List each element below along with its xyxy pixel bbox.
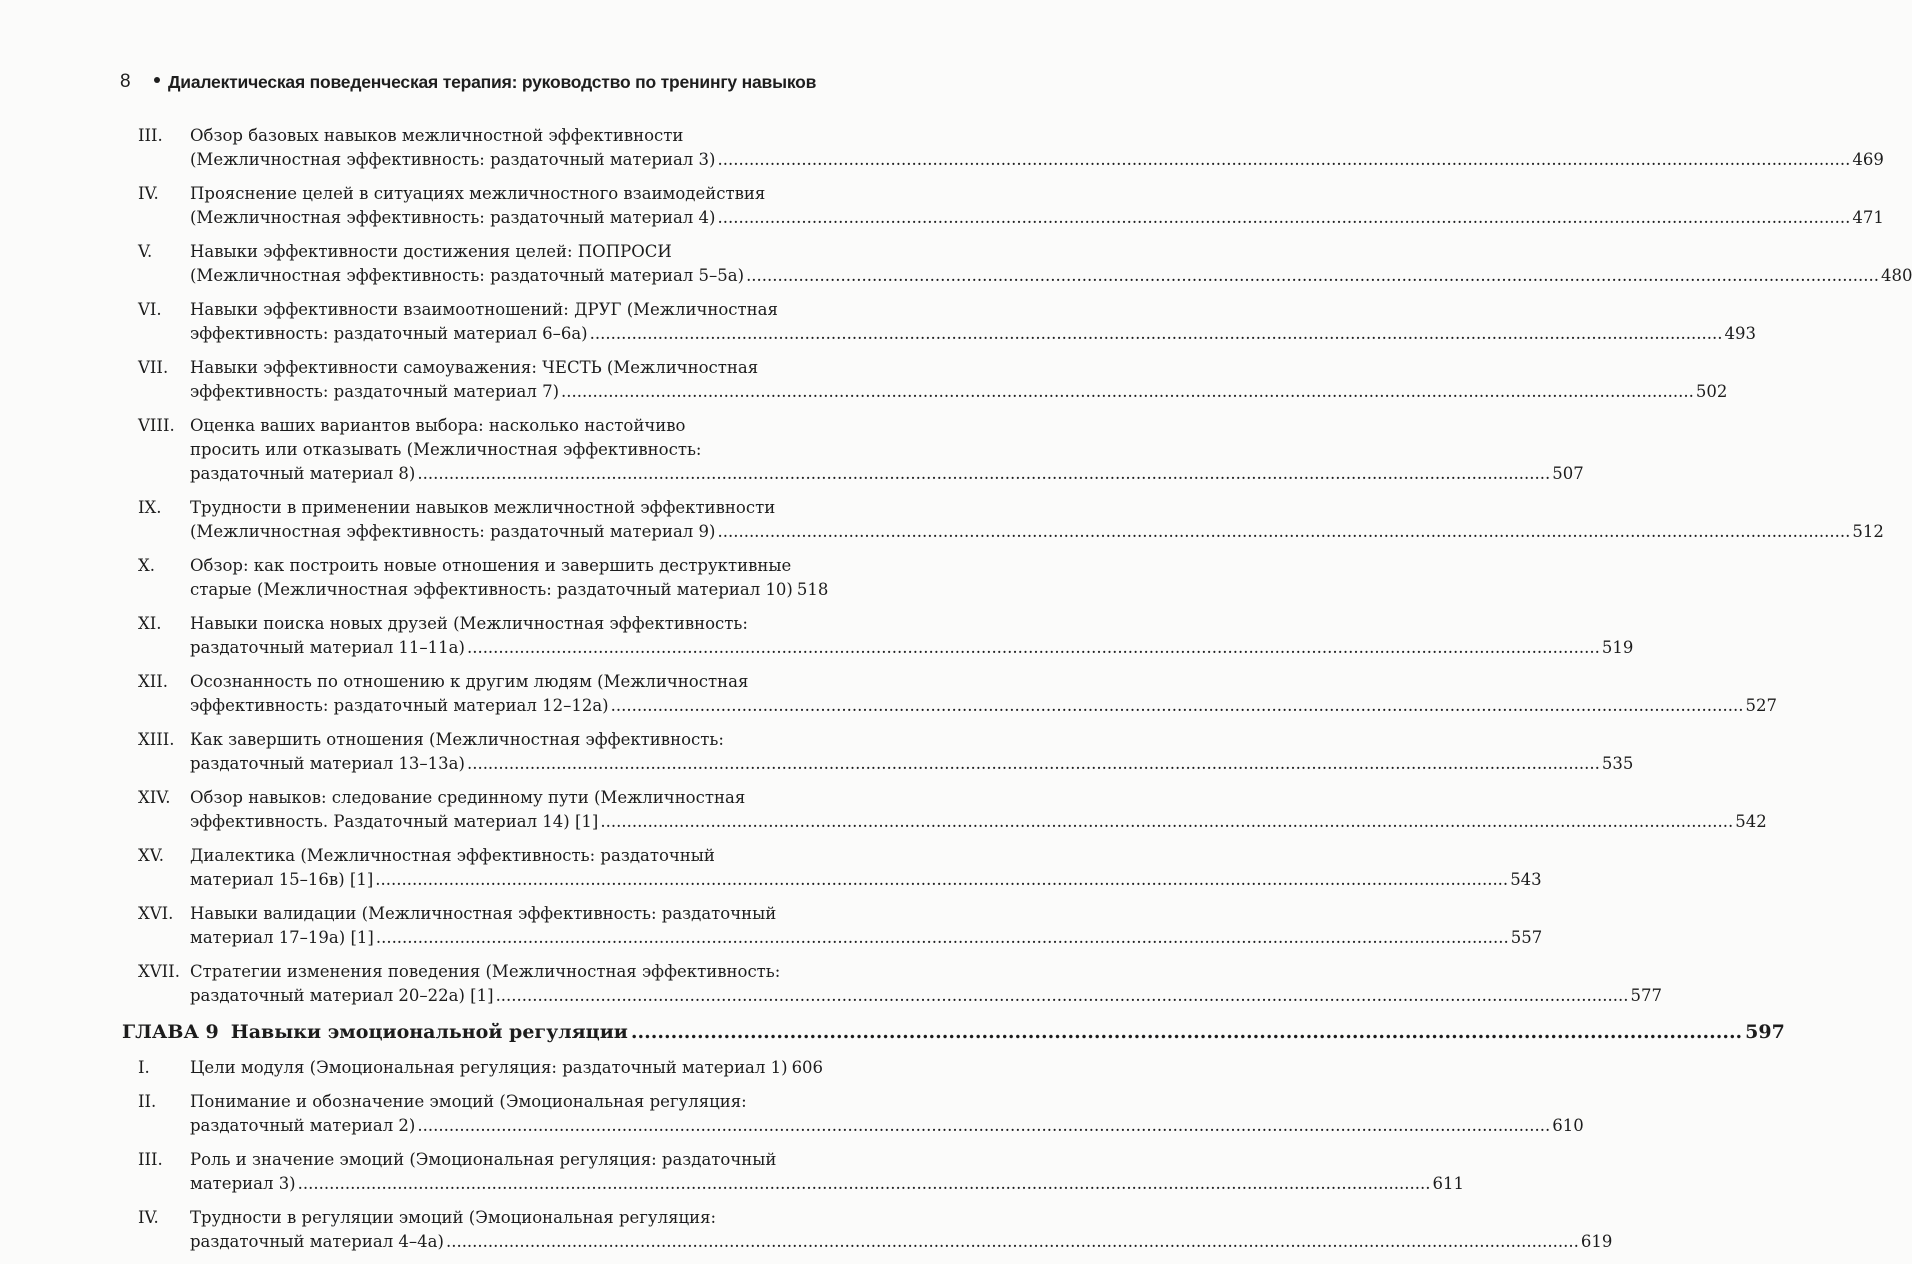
entry-text: раздаточный материал 13–13а) <box>190 754 465 773</box>
entry-numeral: IV. <box>138 1208 159 1227</box>
entry-page: 606 <box>791 1058 824 1077</box>
entry-line <box>190 752 1634 776</box>
dot-leader <box>717 520 1850 544</box>
entry-page: 557 <box>1510 928 1543 947</box>
toc-entry[interactable] <box>130 554 829 602</box>
entry-text: Цели модуля (Эмоциональная регуляция: раздаточный материал 1) <box>190 1058 788 1077</box>
entry-line <box>190 462 1584 486</box>
entry-page: 469 <box>1852 150 1884 169</box>
toc-entry[interactable] <box>130 786 1767 834</box>
toc-entry[interactable] <box>130 240 1912 288</box>
entry-line <box>190 1172 1465 1196</box>
entry-line <box>190 810 1767 834</box>
toc-entry[interactable] <box>130 496 1884 544</box>
entry-line <box>190 206 1884 230</box>
entry-page: 619 <box>1580 1232 1613 1251</box>
entry-line: Навыки эффективности взаимоотношений: ДРУГ (Межличностная <box>190 300 778 319</box>
entry-text: раздаточный материал 2) <box>190 1116 416 1135</box>
entry-text: эффективность: раздаточный материал 12–12а) <box>190 696 609 715</box>
entry-line <box>190 694 1777 718</box>
dot-leader <box>717 206 1850 230</box>
entry-line: Стратегии изменения поведения (Межличностная эффективность: <box>190 962 781 981</box>
entry-text: раздаточный материал 11–11а) <box>190 638 465 657</box>
toc-entry[interactable] <box>130 902 1543 950</box>
entry-page: 610 <box>1552 1116 1584 1135</box>
entry-page: 518 <box>796 580 829 599</box>
entry-text: старые (Межличностная эффективность: раздаточный материал 10) <box>190 580 793 599</box>
entry-numeral: IV. <box>138 184 159 203</box>
entry-line: Обзор: как построить новые отношения и завершить деструктивные <box>190 556 792 575</box>
entry-numeral: II. <box>138 1092 157 1111</box>
entry-line: Трудности в регуляции эмоций (Эмоциональная регуляция: <box>190 1208 717 1227</box>
bullet-separator <box>154 77 160 83</box>
entry-page: 507 <box>1552 464 1584 483</box>
entry-numeral: XII. <box>138 672 169 691</box>
entry-page: 577 <box>1630 986 1662 1005</box>
entry-numeral: XI. <box>138 614 162 633</box>
entry-line <box>190 520 1884 544</box>
toc-entry[interactable] <box>130 124 1884 172</box>
entry-line: Прояснение целей в ситуациях межличностного взаимодействия <box>190 184 766 203</box>
dot-leader <box>375 868 1508 892</box>
entry-text: (Межличностная эффективность: раздаточный материал 4) <box>190 208 716 227</box>
entry-numeral: X. <box>138 556 155 575</box>
entry-line <box>190 868 1542 892</box>
page-number: 8 <box>120 71 131 92</box>
entry-text: (Межличностная эффективность: раздаточный материал 3) <box>190 150 716 169</box>
dot-leader <box>631 1018 1742 1046</box>
entry-page: 512 <box>1852 522 1884 541</box>
entry-numeral: I. <box>138 1058 150 1077</box>
toc-entry[interactable] <box>130 182 1884 230</box>
dot-leader <box>467 752 1600 776</box>
entry-numeral: VI. <box>138 300 162 319</box>
running-header <box>120 71 820 97</box>
entry-page: 535 <box>1601 754 1634 773</box>
dot-leader <box>611 694 1744 718</box>
entry-line: Навыки поиска новых друзей (Межличностная эффективность: <box>190 614 748 633</box>
entry-page: 502 <box>1695 382 1728 401</box>
toc-entry[interactable] <box>130 612 1634 660</box>
entry-line: Осознанность по отношению к другим людям (Межличностная <box>190 672 749 691</box>
entry-numeral: VIII. <box>138 416 175 435</box>
table-of-contents <box>122 124 1912 1264</box>
entry-text: материал 3) <box>190 1174 296 1193</box>
toc-entry[interactable] <box>130 960 1662 1008</box>
entry-page: 493 <box>1724 324 1757 343</box>
entry-numeral: XV. <box>138 846 165 865</box>
entry-line <box>190 636 1634 660</box>
dot-leader <box>467 636 1600 660</box>
book-title: Диалектическая поведенческая терапия: руководство по тренингу навыков <box>168 72 817 92</box>
entry-line: Навыки эффективности самоуважения: ЧЕСТЬ (Межличностная <box>190 358 759 377</box>
entry-numeral: XVI. <box>138 904 174 923</box>
dot-leader <box>496 984 1629 1008</box>
entry-line: Роль и значение эмоций (Эмоциональная регуляция: раздаточный <box>190 1150 777 1169</box>
toc-entries-chapter-8 <box>130 124 1912 1008</box>
entry-text: материал 15–16в) [1] <box>190 870 374 889</box>
entry-text: (Межличностная эффективность: раздаточный материал 9) <box>190 522 716 541</box>
entry-line: Обзор навыков: следование срединному пути (Межличностная <box>190 788 746 807</box>
toc-entry[interactable] <box>130 356 1728 404</box>
entry-numeral: XIII. <box>138 730 175 749</box>
entry-page: 471 <box>1852 208 1884 227</box>
toc-entry[interactable] <box>130 844 1542 892</box>
entry-text: раздаточный материал 4–4а) <box>190 1232 444 1251</box>
entry-numeral: V. <box>138 242 153 261</box>
dot-leader <box>746 264 1879 288</box>
entry-line <box>190 1056 824 1080</box>
entry-line <box>190 380 1728 404</box>
entry-text: (Межличностная эффективность: раздаточный материал 5–5а) <box>190 266 745 285</box>
entry-line: Как завершить отношения (Межличностная эффективность: <box>190 730 724 749</box>
entry-line <box>190 578 829 602</box>
dot-leader <box>417 1114 1550 1138</box>
entry-line <box>190 926 1543 950</box>
entry-line: Диалектика (Межличностная эффективность: раздаточный <box>190 846 715 865</box>
entry-numeral: XIV. <box>138 788 171 807</box>
entry-line <box>190 322 1757 346</box>
chapter-page: 597 <box>1745 1021 1785 1043</box>
entry-page: 611 <box>1432 1174 1465 1193</box>
chapter-heading[interactable] <box>122 1018 1785 1046</box>
toc-entry[interactable] <box>130 414 1584 486</box>
entry-line: просить или отказывать (Межличностная эффективность: <box>190 440 702 459</box>
entry-numeral: VII. <box>138 358 169 377</box>
dot-leader <box>590 322 1723 346</box>
entry-page: 480 <box>1880 266 1912 285</box>
entry-page: 543 <box>1510 870 1542 889</box>
entry-text: эффективность: раздаточный материал 6–6а) <box>190 324 588 343</box>
entry-text: материал 17–19а) [1] <box>190 928 374 947</box>
entry-line <box>190 1230 1613 1254</box>
entry-line: Понимание и обозначение эмоций (Эмоциональная регуляция: <box>190 1092 747 1111</box>
toc-entry[interactable] <box>130 298 1757 346</box>
entry-text: раздаточный материал 20–22а) [1] <box>190 986 494 1005</box>
entry-text: эффективность. Раздаточный материал 14) [1] <box>190 812 599 831</box>
entry-line: Навыки валидации (Межличностная эффективность: раздаточный <box>190 904 777 923</box>
entry-line: Оценка ваших вариантов выбора: насколько настойчиво <box>190 416 686 435</box>
toc-entry[interactable] <box>130 670 1777 718</box>
dot-leader <box>298 1172 1431 1196</box>
entry-line <box>190 148 1884 172</box>
toc-entry[interactable] <box>130 1056 824 1080</box>
dot-leader <box>561 380 1694 404</box>
toc-entry[interactable] <box>130 728 1634 776</box>
dot-leader <box>376 926 1509 950</box>
entry-page: 527 <box>1745 696 1777 715</box>
toc-entry[interactable] <box>130 1090 1584 1138</box>
entry-text: эффективность: раздаточный материал 7) <box>190 382 560 401</box>
entry-line: Трудности в применении навыков межличностной эффективности <box>190 498 776 517</box>
entry-line: Навыки эффективности достижения целей: ПОПРОСИ <box>190 242 672 261</box>
dot-leader <box>417 462 1550 486</box>
entry-page: 542 <box>1735 812 1767 831</box>
entry-numeral: IX. <box>138 498 162 517</box>
entry-numeral: III. <box>138 126 163 145</box>
toc-entries-chapter-9 <box>130 1056 1613 1254</box>
entry-line <box>190 1114 1584 1138</box>
chapter-label: ГЛАВА 9 <box>122 1021 219 1043</box>
entry-numeral: XVII. <box>138 962 180 981</box>
toc-entry[interactable] <box>130 1206 1613 1254</box>
entry-line <box>190 984 1662 1008</box>
entry-numeral: III. <box>138 1150 163 1169</box>
dot-leader <box>600 810 1733 834</box>
toc-entry[interactable] <box>130 1148 1465 1196</box>
chapter-name: Навыки эмоциональной регуляции <box>230 1021 628 1043</box>
dot-leader <box>717 148 1850 172</box>
entry-page: 519 <box>1601 638 1634 657</box>
entry-line <box>190 264 1912 288</box>
dot-leader <box>446 1230 1579 1254</box>
entry-line: Обзор базовых навыков межличностной эффективности <box>190 126 684 145</box>
entry-text: раздаточный материал 8) <box>190 464 416 483</box>
